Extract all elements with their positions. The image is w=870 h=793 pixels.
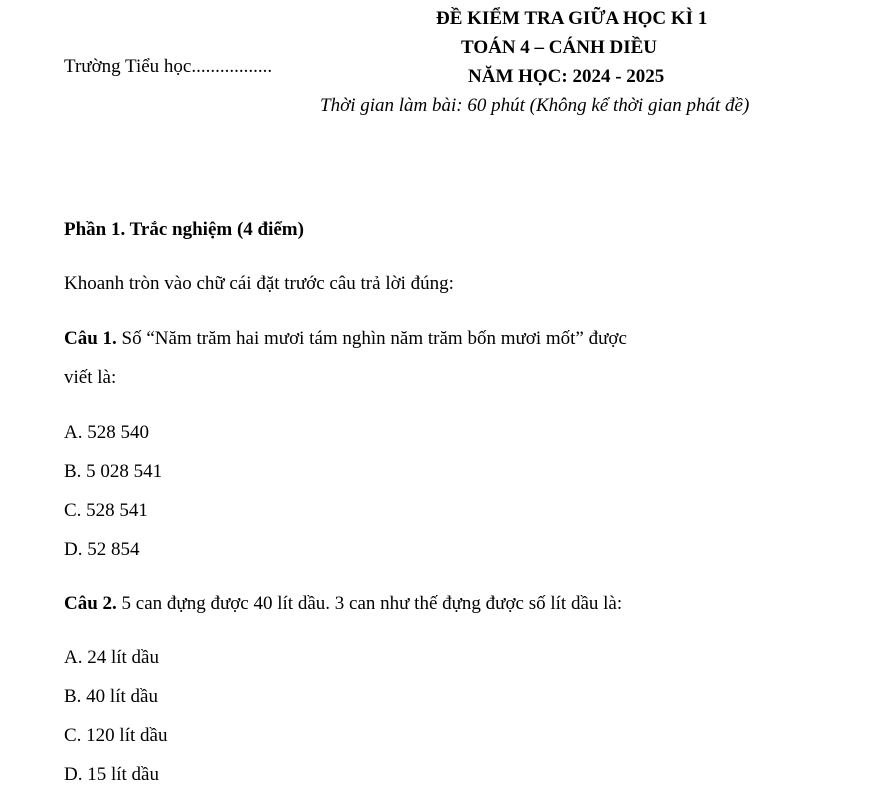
question-2-option-b: B. 40 lít dầu — [64, 686, 158, 707]
question-1-option-c: C. 528 541 — [64, 500, 148, 521]
exam-time: Thời gian làm bài: 60 phút (Không kể thời gian phát đề) — [320, 95, 750, 116]
question-2-option-c: C. 120 lít dầu — [64, 725, 168, 746]
exam-title-line3: NĂM HỌC: 2024 - 2025 — [468, 66, 665, 87]
part1-instruction: Khoanh tròn vào chữ cái đặt trước câu trả lời đúng: — [64, 273, 454, 294]
question-1-line1 — [64, 328, 627, 350]
part1-heading: Phần 1. Trắc nghiệm (4 điểm) — [64, 219, 304, 240]
exam-title-line1: ĐỀ KIỂM TRA GIỮA HỌC KÌ 1 — [436, 8, 708, 29]
school-name: Trường Tiểu học................. — [64, 56, 273, 77]
question-1-label: Câu 1. — [64, 328, 117, 349]
question-2-text: 5 can đựng được 40 lít dầu. 3 can như thế đựng được số lít dầu là: — [116, 593, 623, 614]
question-1-line2: viết là: — [64, 367, 117, 388]
question-2-label: Câu 2. — [64, 593, 117, 614]
exam-title-line2: TOÁN 4 – CÁNH DIỀU — [461, 37, 658, 58]
question-1-text: Số “Năm trăm hai mươi tám nghìn năm trăm bốn mươi mốt” được — [116, 328, 627, 349]
question-1-option-d: D. 52 854 — [64, 539, 140, 560]
question-2-option-d: D. 15 lít dầu — [64, 764, 159, 785]
question-2-option-a: A. 24 lít dầu — [64, 647, 159, 668]
question-1-option-b: B. 5 028 541 — [64, 461, 163, 482]
question-2-line1 — [64, 593, 622, 615]
question-1-option-a: A. 528 540 — [64, 422, 149, 443]
